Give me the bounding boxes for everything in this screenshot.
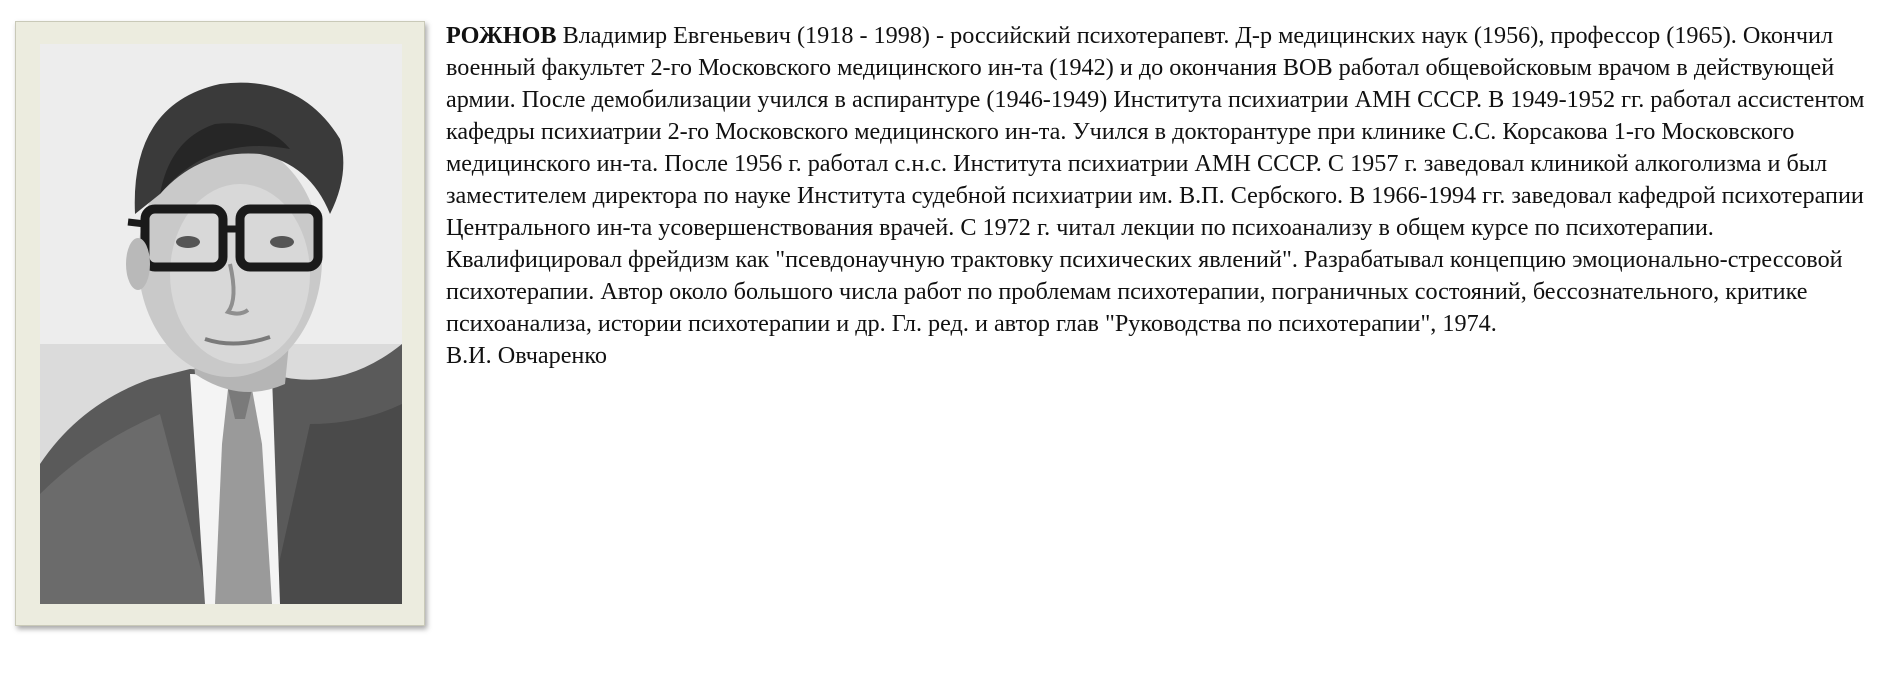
biography-text — [446, 20, 1876, 372]
portrait-frame — [15, 21, 425, 626]
portrait-photo-icon — [40, 44, 402, 604]
biography-body: Владимир Евгеньевич (1918 - 1998) - российский психотерапевт. Д-р медицинских наук (1956), профессор (1965). Окончил военный факультет 2-го Московского медицинского ин-та (1942) и до окончания ВОВ работал общевойсковым врачом в действующей армии. После демобилизации учился в аспирантуре (1946-1949) Института психиатрии АМН СССР. В 1949-1952 гг. работал ассистентом кафедры психиатрии 2-го Московского медицинского ин-та. Учился в докторантуре при клинике С.С. Корсакова 1-го Московского медицинского ин-та. После 1956 г. работал с.н.с. Института психиатрии АМН СССР. С 1957 г. заведовал клиникой алкоголизма и был заместителем директора по науке Института судебной психиатрии им. В.П. Сербского. В 1966-1994 гг. заведовал кафедрой психотерапии Центрального ин-та усовершенствования врачей. С 1972 г. читал лекции по психоанализу в общем курсе по психотерапии. Квалифицировал фрейдизм как "псевдонаучную трактовку психических явлений". Разрабатывал концепцию эмоционально-стрессовой психотерапии. Автор около большого числа работ по проблемам психотерапии, пограничных состояний, бессознательного, критике психоанализа, истории психотерапии и др. Гл. ред. и автор глав "Руководства по психотерапии", 1974. — [446, 22, 1865, 337]
article-author: В.И. Овчаренко — [446, 342, 607, 369]
person-name: РОЖНОВ — [446, 22, 557, 49]
